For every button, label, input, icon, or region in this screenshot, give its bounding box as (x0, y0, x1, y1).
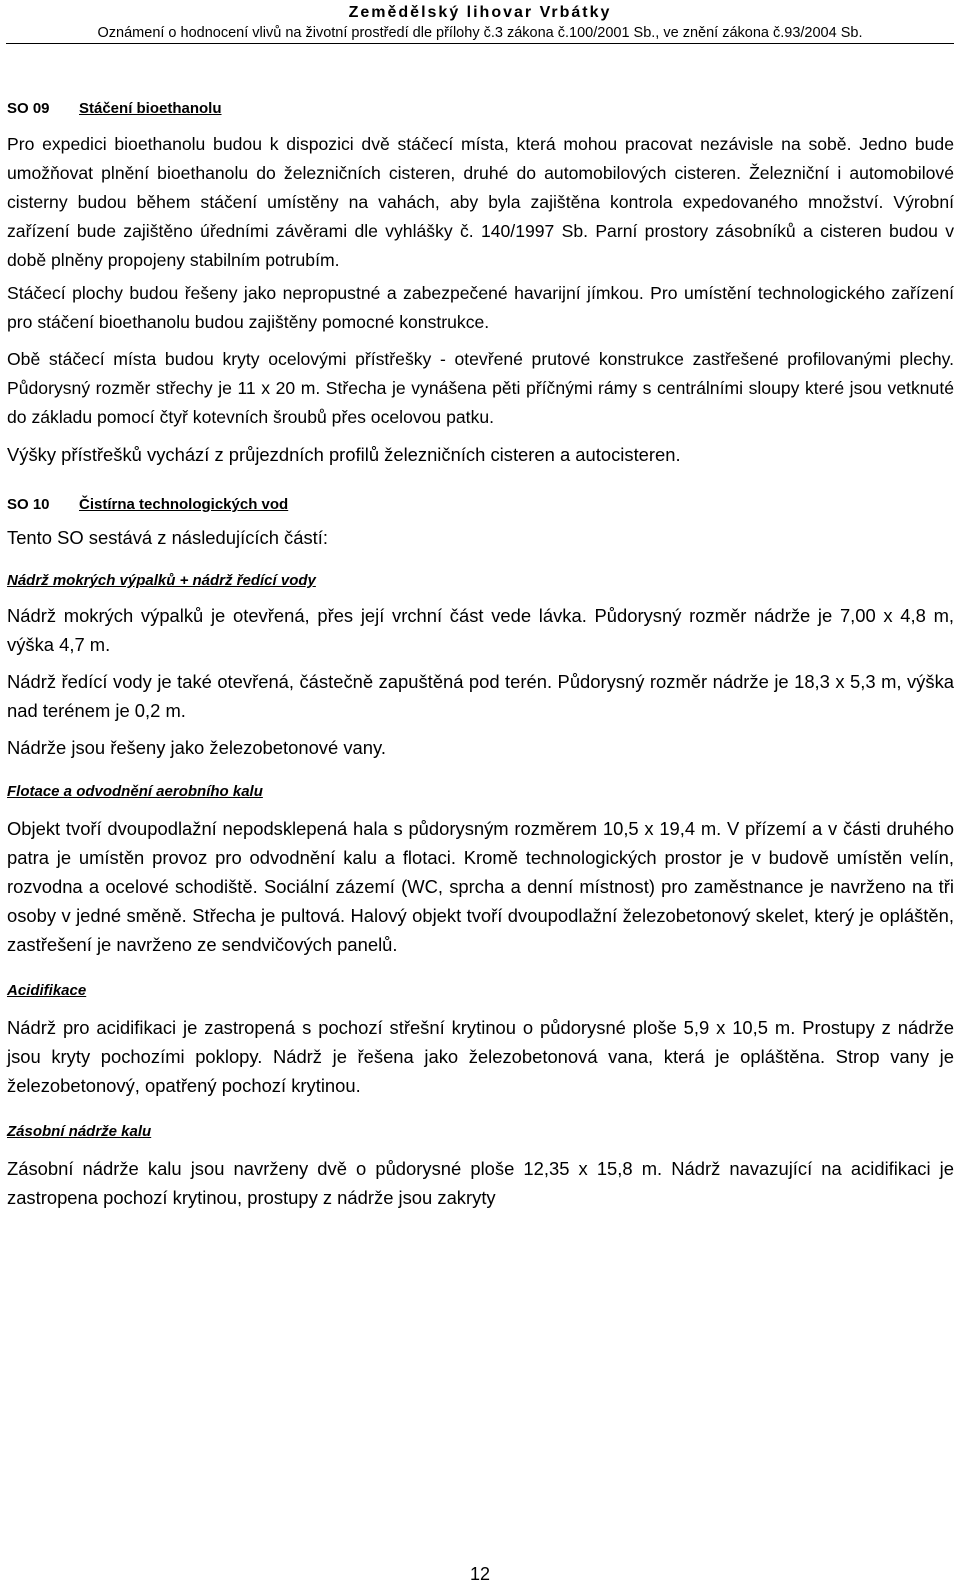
document-body (0, 44, 960, 1212)
page-header (0, 0, 960, 43)
section-heading-zasobni: Zásobní nádrže kalu (7, 1123, 152, 1140)
section-heading-acidifikace: Acidifikace (7, 982, 87, 999)
section-heading-flotace: Flotace a odvodnění aerobního kalu (7, 783, 263, 800)
so10-title: Čistírna technologických vod (79, 496, 289, 513)
so09-paragraph-4: Výšky přístřešků vychází z průjezdních profilů železničních cisteren a autocisteren. (7, 444, 681, 465)
so09-heading (7, 99, 954, 119)
page-number: 12 (469, 1564, 491, 1584)
acidifikace-paragraph-1: Nádrž pro acidifikaci je zastropená s pochozí střešní krytinou o půdorysné ploše 5,9 x 10,5 m. Prostupy z nádrže jsou kryty pochozími poklopy. Nádrž je řešena jako železobetonová vana, která je opláštěna. Strop vany je železobetonový, opatřený pochozí krytinou. (7, 1017, 954, 1096)
nadrz-paragraph-3: Nádrže jsou řešeny jako železobetonové vany. (7, 737, 386, 758)
so10-heading (7, 495, 954, 515)
so09-paragraph-3: Obě stáčecí místa budou kryty ocelovými přístřešky - otevřené prutové konstrukce zastřešené profilovanými plechy. Půdorysný rozměr střechy je 11 x 20 m. Střecha je vynášena pěti příčnými rámy s centrálními sloupy které jsou vetknuté do základu pomocí čtyř kotevních šroubů přes ocelovou patku. (7, 349, 954, 427)
so09-title: Stáčení bioethanolu (79, 100, 222, 117)
flotace-paragraph-1: Objekt tvoří dvoupodlažní nepodsklepená hala s půdorysným rozměrem 10,5 x 19,4 m. V přízemí a v části druhého patra je umístěn provoz pro odvodnění kalu a flotaci. Kromě technologických prostor je v budově umístěn velín, rozvodna a ocelové schodiště. Sociální zázemí (WC, sprcha a denní místnost) pro zaměstnance je navrženo na tři osoby v jedné směně. Střecha je pultová. Halový objekt tvoří dvoupodlažní železobetonový skelet, který je opláštěn, zastřešení je navrženo ze sendvičových panelů. (7, 818, 954, 955)
company-name: Zemědělský lihovar Vrbátky (348, 4, 612, 21)
nadrz-paragraph-1: Nádrž mokrých výpalků je otevřená, přes její vrchní část vede lávka. Půdorysný rozměr nádrže je 7,00 x 4,8 m, výška 4,7 m. (7, 605, 954, 655)
document-subtitle: Oznámení o hodnocení vlivů na životní prostředí dle přílohy č.3 zákona č.100/2001 Sb., ve znění zákona č.93/2004 Sb. (97, 25, 863, 41)
section-heading-nadrz: Nádrž mokrých výpalků + nádrž ředící vody (7, 572, 316, 589)
nadrz-paragraph-2: Nádrž ředící vody je také otevřená, částečně zapuštěná pod terén. Půdorysný rozměr nádrže je 18,3 x 5,3 m, výška nad terénem je 0,2 m. (7, 671, 954, 721)
so09-paragraph-2: Stáčecí plochy budou řešeny jako nepropustné a zabezpečené havarijní jímkou. Pro umístění technologického zařízení pro stáčení bioethanolu budou zajištěny pomocné konstrukce. (7, 283, 954, 332)
so10-number: SO 10 (7, 496, 50, 513)
so09-paragraph-1: Pro expedici bioethanolu budou k dispozici dvě stáčecí místa, která mohou pracovat nezávisle na sobě. Jedno bude umožňovat plnění bioethanolu do železničních cisteren, druhé do automobilových cisteren. Železniční i automobilové cisterny budou během stáčení umístěny na vahách, aby byla zajištěna kontrola expedovaného množství. Výrobní zařízení bude zajištěno úředními závěrami dle vyhlášky č. 140/1997 Sb. Parní prostory zásobníků a cisteren budou v době plněny propojeny stabilním potrubím. (7, 134, 954, 270)
zasobni-paragraph-1: Zásobní nádrže kalu jsou navrženy dvě o půdorysné ploše 12,35 x 15,8 m. Nádrž navazující na acidifikaci je zastropena pochozí krytinou, prostupy z nádrže jsou zakryty (7, 1158, 954, 1208)
so10-intro: Tento SO sestává z následujících částí: (7, 527, 328, 548)
so09-number: SO 09 (7, 100, 50, 117)
